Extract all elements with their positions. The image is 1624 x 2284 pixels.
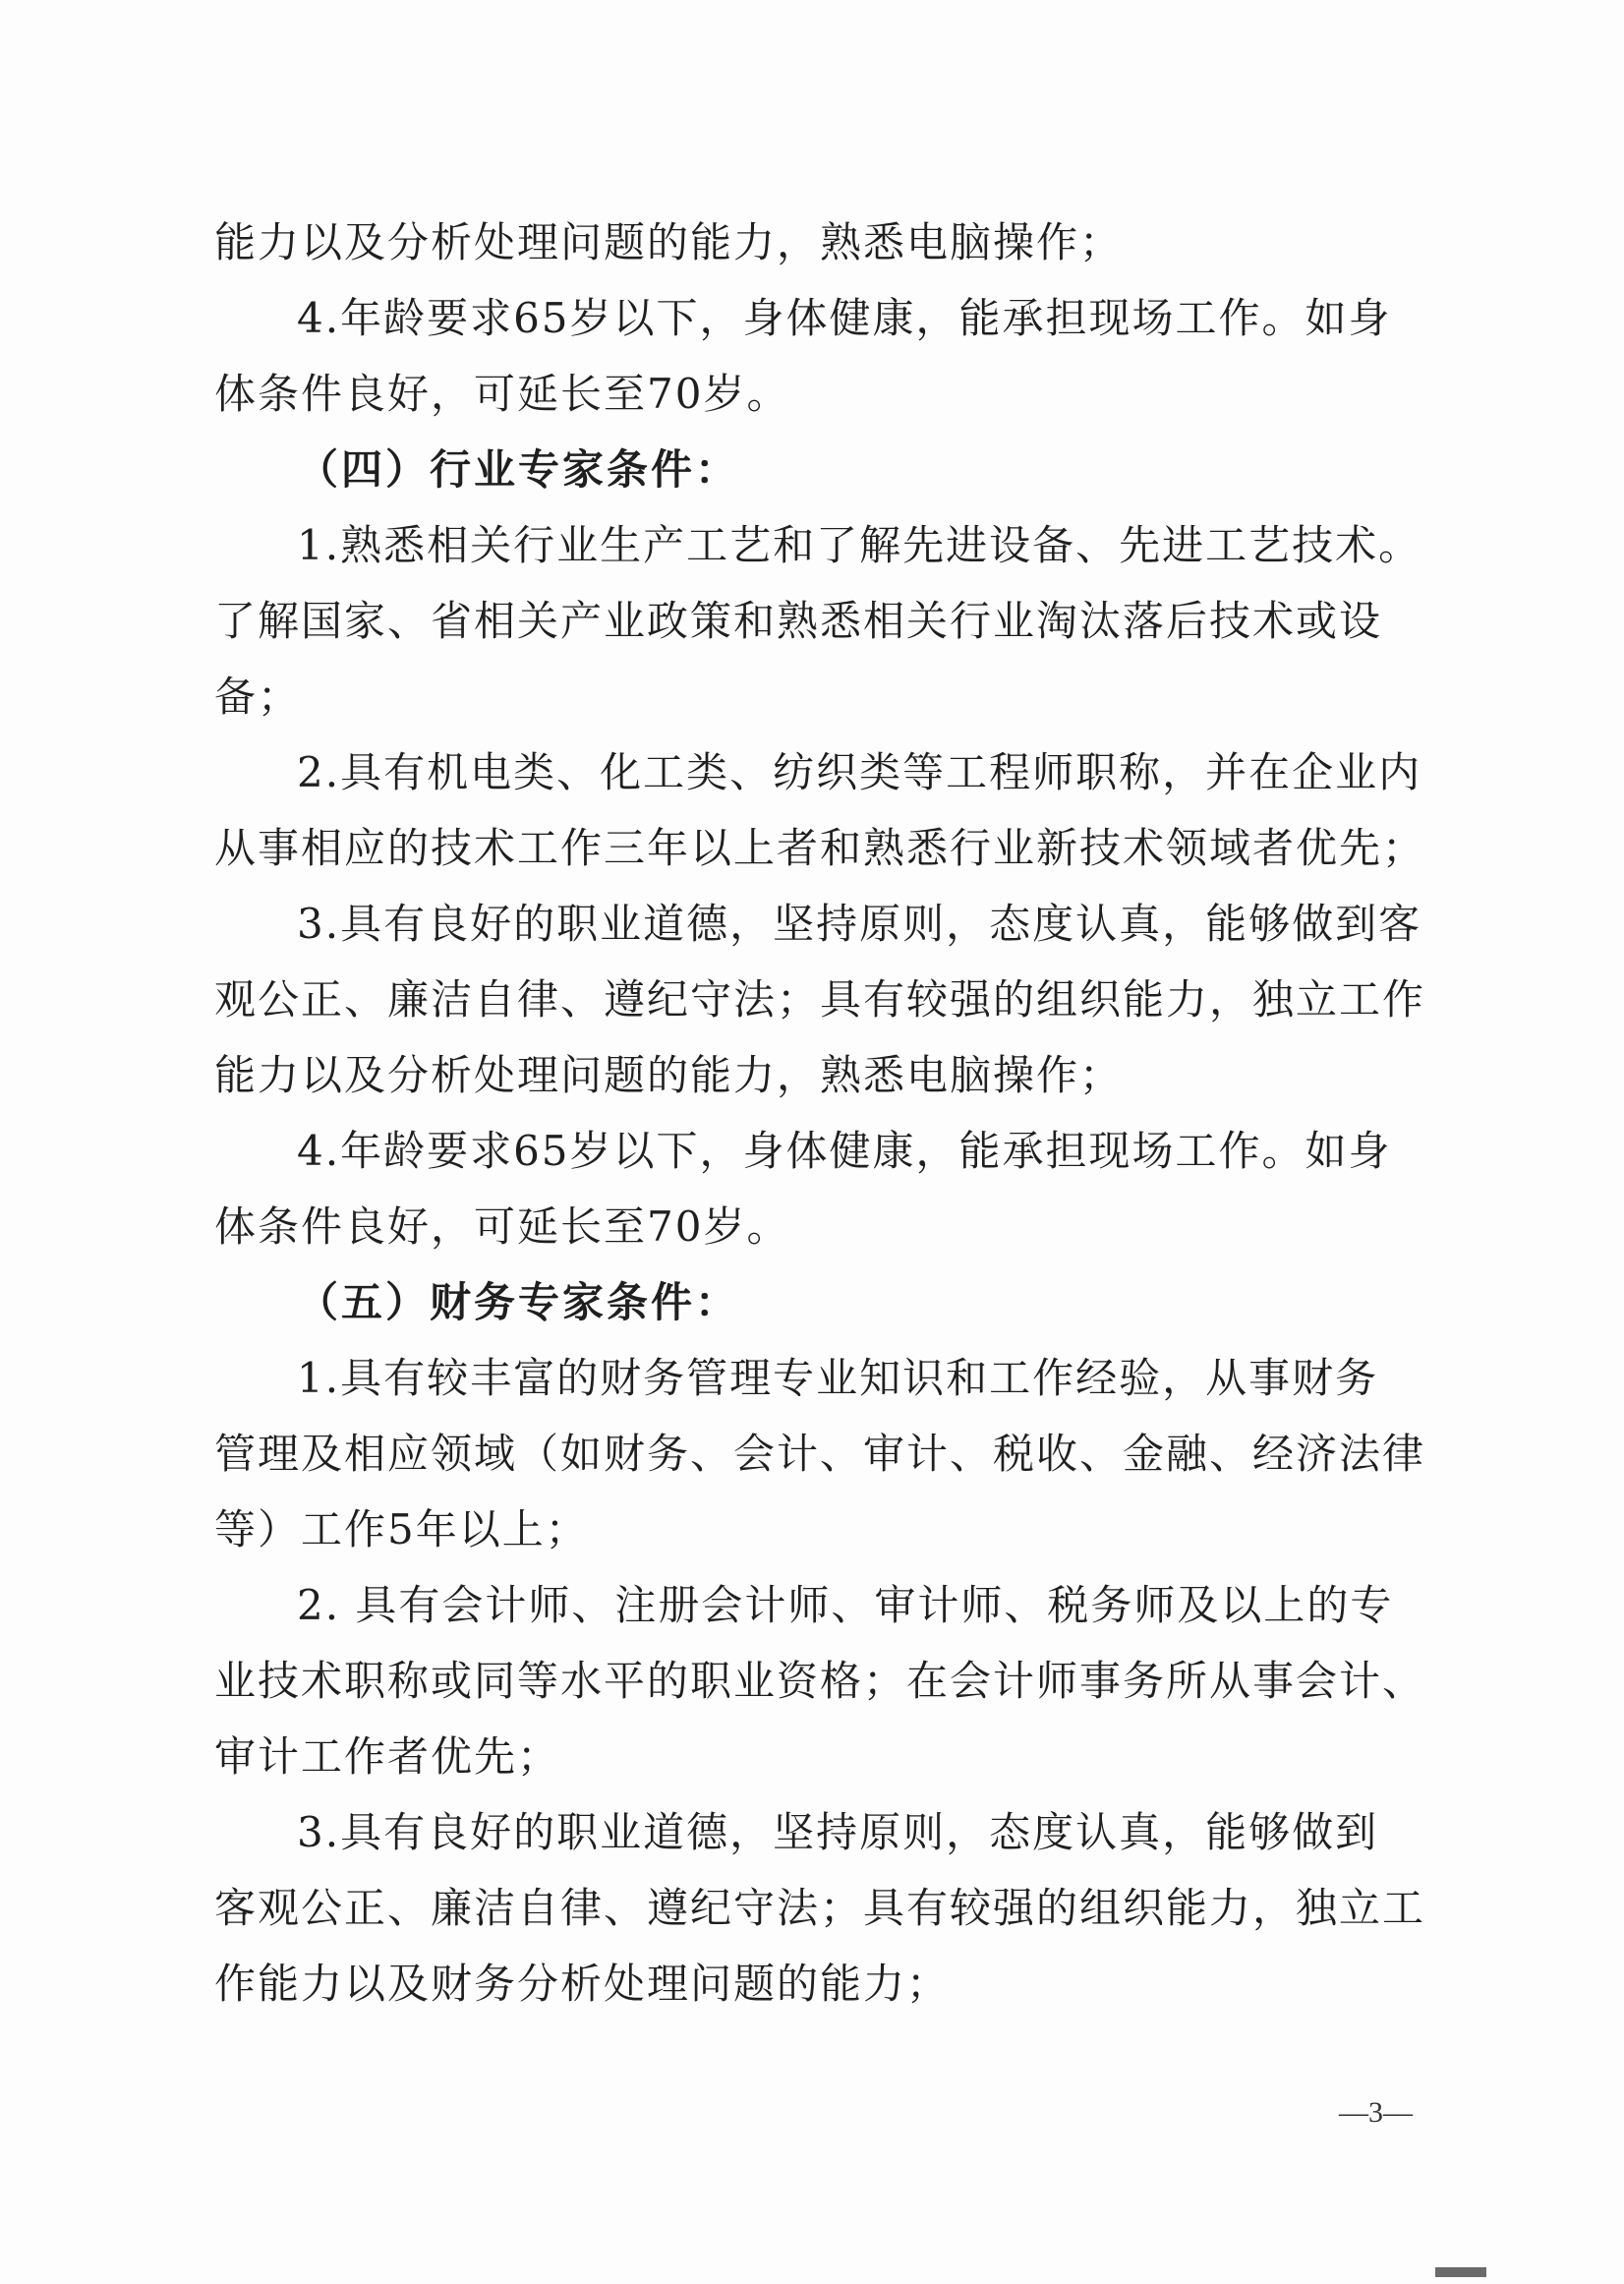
text-line: 了解国家、省相关产业政策和熟悉相关行业淘汰落后技术或设: [214, 597, 1383, 645]
text-line: 审计工作者优先；: [214, 1732, 561, 1781]
text-line: 管理及相应领域（如财务、会计、审计、税收、金融、经济法律: [214, 1430, 1426, 1478]
text-line: 3.具有良好的职业道德，坚持原则，态度认真，能够做到客: [297, 900, 1422, 948]
text-line: 备；: [214, 673, 302, 721]
section-heading-industry-experts: [214, 432, 1414, 507]
text-line: 1.具有较丰富的财务管理专业知识和工作经验，从事财务: [297, 1354, 1379, 1402]
text-line: 2. 具有会计师、注册会计师、审计师、税务师及以上的专: [297, 1581, 1394, 1629]
text-line: 能力以及分析处理问题的能力，熟悉电脑操作；: [214, 1051, 1124, 1099]
text-line: 观公正、廉洁自律、遵纪守法；具有较强的组织能力，独立工作: [214, 975, 1426, 1024]
page-number: —3—: [1339, 2096, 1413, 2129]
section-heading-text: （五）财务专家条件：: [297, 1278, 740, 1326]
text-line: 等）工作5年以上；: [214, 1505, 589, 1553]
text-line: 体条件良好，可延长至70岁。: [214, 370, 790, 418]
text-line: 从事相应的技术工作三年以上者和熟悉行业新技术领域者优先；: [214, 824, 1426, 872]
text-line: 4.年龄要求65岁以下，身体健康，能承担现场工作。如身: [297, 1127, 1392, 1175]
section-heading-text: （四）行业专家条件：: [297, 445, 740, 494]
text-line: 1.熟悉相关行业生产工艺和了解先进设备、先进工艺技术。: [297, 521, 1422, 569]
section-heading-finance-experts: [214, 1264, 1414, 1340]
text-line: 作能力以及财务分析处理问题的能力；: [214, 1960, 951, 2008]
text-line: 3.具有良好的职业道德，坚持原则，态度认真，能够做到: [297, 1808, 1379, 1856]
text-line: 4.年龄要求65岁以下，身体健康，能承担现场工作。如身: [297, 294, 1392, 342]
text-line: 业技术职称或同等水平的职业资格；在会计师事务所从事会计、: [214, 1657, 1426, 1705]
text-line: 体条件良好，可延长至70岁。: [214, 1202, 790, 1251]
text-line: 客观公正、廉洁自律、遵纪守法；具有较强的组织能力，独立工: [214, 1884, 1426, 1932]
scan-edge-mark: [1435, 2267, 1486, 2277]
text-line: 2.具有机电类、化工类、纺织类等工程师职称，并在企业内: [297, 748, 1422, 796]
text-line: 能力以及分析处理问题的能力，熟悉电脑操作；: [214, 218, 1124, 266]
document-body: [214, 205, 1426, 2021]
